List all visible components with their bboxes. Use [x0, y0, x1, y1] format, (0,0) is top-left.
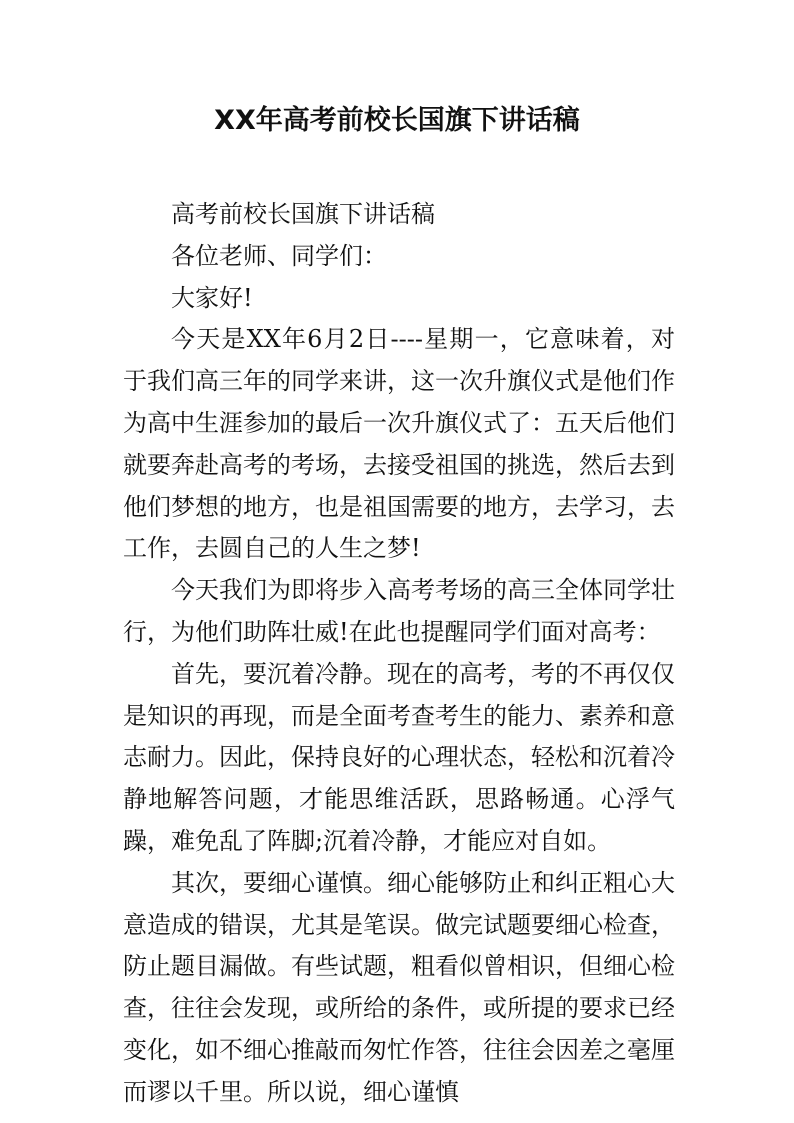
- document-body: [123, 194, 675, 1114]
- document-title: XX年高考前校长国旗下讲话稿: [214, 105, 580, 136]
- paragraph: 首先，要沉着冷静。现在的高考，考的不再仅仅是知识的再现，而是全面考查考生的能力、素养和意志耐力。因此，保持良好的心理状态，轻松和沉着冷静地解答问题，才能思维活跃，思路畅通。心浮气躁，难免乱了阵脚;沉着冷静，才能应对自如。: [123, 659, 675, 855]
- paragraph: 今天是XX年6月2日----星期一，它意味着，对于我们高三年的同学来讲，这一次升旗仪式是他们作为高中生涯参加的最后一次升旗仪式了：五天后他们就要奔赴高考的考场，去接受祖国的挑选，然后去到他们梦想的地方，也是祖国需要的地方，去学习，去工作，去圆自己的人生之梦!: [123, 325, 675, 563]
- paragraph: 其次，要细心谨慎。细心能够防止和纠正粗心大意造成的错误，尤其是笔误。做完试题要细心检查，防止题目漏做。有些试题，粗看似曾相识，但细心检查，往往会发现，或所给的条件，或所提的要求已经变化，如不细心推敲而匆忙作答，往往会因差之毫厘而谬以千里。所以说，细心谨慎: [123, 868, 675, 1106]
- paragraph-subtitle: 高考前校长国旗下讲话稿: [171, 200, 435, 228]
- paragraph-salutation: 各位老师、同学们：: [171, 241, 387, 270]
- paragraph-greeting: 大家好!: [171, 283, 253, 312]
- paragraph: 今天我们为即将步入高考考场的高三全体同学壮行，为他们助阵壮威!在此也提醒同学们面对高考：: [123, 576, 675, 646]
